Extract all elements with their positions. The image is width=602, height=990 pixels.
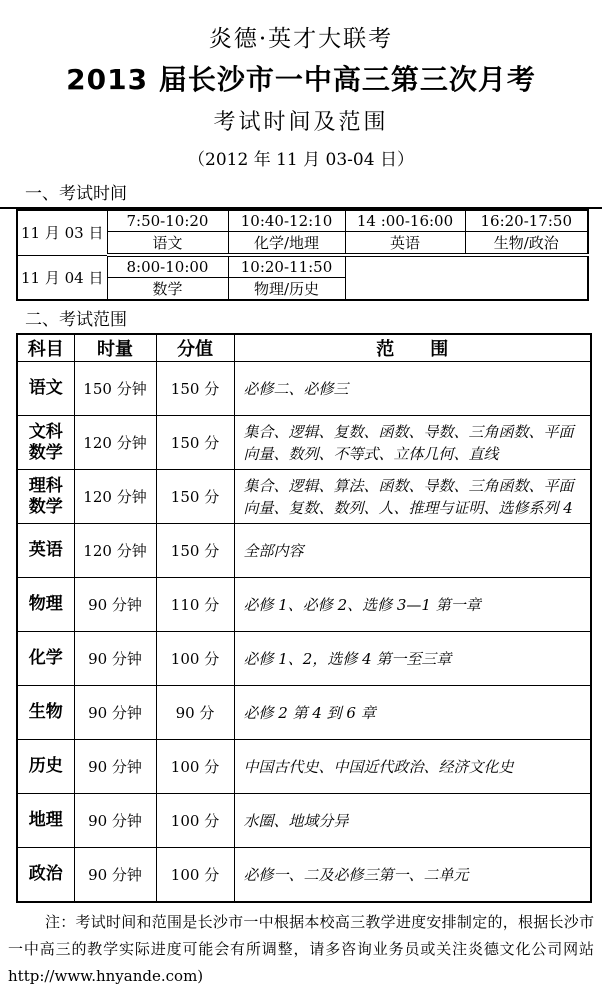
range-duration-cell: 120 分钟	[74, 416, 156, 470]
range-score-cell: 150 分	[156, 470, 234, 524]
range-score-cell: 100 分	[156, 848, 234, 903]
table-row	[17, 524, 591, 578]
schedule-subject-cell: 生物/政治	[465, 232, 588, 256]
schedule-empty-cell	[345, 255, 588, 300]
table-header-row	[17, 334, 591, 362]
footer-note	[8, 909, 594, 990]
exam-schedule-table	[16, 209, 589, 301]
range-score-cell: 150 分	[156, 524, 234, 578]
range-subject-cell: 生物	[17, 686, 74, 740]
schedule-time-cell: 16:20-17:50	[465, 210, 588, 232]
schedule-subject-cell: 语文	[107, 232, 228, 256]
date-range: （2012 年 11 月 03-04 日）	[188, 150, 414, 170]
schedule-subject-cell: 化学/地理	[228, 232, 345, 256]
range-duration-cell: 90 分钟	[74, 686, 156, 740]
schedule-time-cell: 7:50-10:20	[107, 210, 228, 232]
footer-note-line: 一中高三的教学实际进度可能会有所调整，请多咨询业务员或关注炎德文化公司网站	[8, 940, 594, 958]
section1-heading: 一、考试时间	[0, 179, 602, 209]
table-row	[17, 362, 591, 416]
schedule-time-cell: 14 :00-16:00	[345, 210, 465, 232]
range-subject-cell: 历史	[17, 740, 74, 794]
schedule-time-cell: 10:20-11:50	[228, 255, 345, 278]
range-subject-cell: 文科数学	[17, 416, 74, 470]
range-score-cell: 150 分	[156, 416, 234, 470]
range-scope-cell: 必修一、二及必修三第一、二单元	[234, 848, 591, 903]
range-scope-cell: 集合、逻辑、算法、函数、导数、三角函数、平面向量、复数、数列、人、推理与证明、选修系列 4	[234, 470, 591, 524]
range-score-cell: 100 分	[156, 740, 234, 794]
range-scope-cell: 全部内容	[234, 524, 591, 578]
range-subject-cell: 理科数学	[17, 470, 74, 524]
schedule-subject-cell: 英语	[345, 232, 465, 256]
range-header-score: 分值	[156, 334, 234, 362]
exam-range-table	[16, 333, 592, 903]
range-subject-cell: 地理	[17, 794, 74, 848]
range-duration-cell: 90 分钟	[74, 632, 156, 686]
schedule-time-cell: 8:00-10:00	[107, 255, 228, 278]
range-duration-cell: 90 分钟	[74, 848, 156, 903]
range-header-subject: 科目	[17, 334, 74, 362]
range-scope-cell: 必修 1、必修 2、选修 3—1 第一章	[234, 578, 591, 632]
table-row	[17, 416, 591, 470]
schedule-date-cell: 11 月 04 日	[17, 255, 107, 300]
table-row	[17, 255, 588, 278]
range-duration-cell: 150 分钟	[74, 362, 156, 416]
table-row	[17, 578, 591, 632]
range-scope-cell: 水圈、地域分异	[234, 794, 591, 848]
range-duration-cell: 90 分钟	[74, 578, 156, 632]
range-duration-cell: 90 分钟	[74, 794, 156, 848]
range-score-cell: 100 分	[156, 794, 234, 848]
footer-note-url: http://www.hnyande.com)	[8, 967, 204, 985]
range-subject-cell: 语文	[17, 362, 74, 416]
range-duration-cell: 120 分钟	[74, 470, 156, 524]
page	[0, 20, 602, 985]
schedule-subject-cell: 数学	[107, 278, 228, 301]
brand-title: 炎德·英才大联考	[208, 26, 394, 52]
range-scope-cell: 中国古代史、中国近代政治、经济文化史	[234, 740, 591, 794]
range-subject-cell: 化学	[17, 632, 74, 686]
range-score-cell: 150 分	[156, 362, 234, 416]
schedule-date-cell: 11 月 03 日	[17, 210, 107, 255]
table-row	[17, 740, 591, 794]
table-row	[17, 470, 591, 524]
range-score-cell: 110 分	[156, 578, 234, 632]
schedule-time-cell: 10:40-12:10	[228, 210, 345, 232]
range-duration-cell: 120 分钟	[74, 524, 156, 578]
range-subject-cell: 英语	[17, 524, 74, 578]
footer-note-line: 注：考试时间和范围是长沙市一中根据本校高三教学进度安排制定的，根据长沙市	[45, 913, 594, 931]
table-row	[17, 632, 591, 686]
range-header-duration: 时量	[74, 334, 156, 362]
page-title: 2013 届长沙市一中高三第三次月考	[66, 63, 536, 96]
table-row	[17, 794, 591, 848]
page-subtitle: 考试时间及范围	[213, 110, 389, 135]
range-subject-cell: 物理	[17, 578, 74, 632]
table-row	[17, 686, 591, 740]
range-duration-cell: 90 分钟	[74, 740, 156, 794]
range-scope-cell: 必修 1、2，选修 4 第一至三章	[234, 632, 591, 686]
table-row	[17, 210, 588, 232]
range-subject-cell: 政治	[17, 848, 74, 903]
range-score-cell: 100 分	[156, 632, 234, 686]
section2-heading: 二、考试范围	[25, 310, 127, 330]
range-scope-cell: 必修 2 第 4 到 6 章	[234, 686, 591, 740]
range-scope-cell: 必修二、必修三	[234, 362, 591, 416]
range-scope-cell: 集合、逻辑、复数、函数、导数、三角函数、平面向量、数列、不等式、立体几何、直线	[234, 416, 591, 470]
range-score-cell: 90 分	[156, 686, 234, 740]
table-row	[17, 848, 591, 903]
range-header-scope: 范 围	[234, 334, 591, 362]
schedule-subject-cell: 物理/历史	[228, 278, 345, 301]
